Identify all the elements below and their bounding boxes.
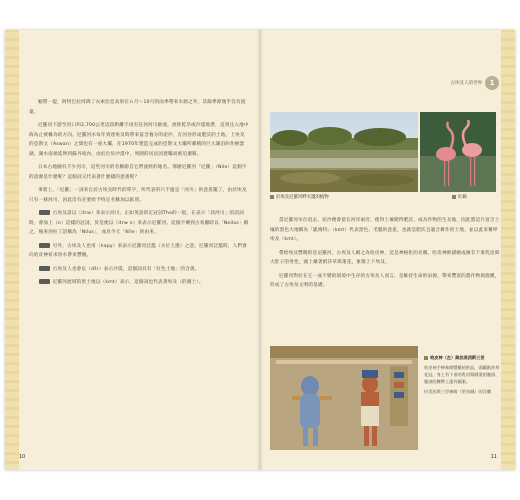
paragraph-text: 古埃及人也會以（dšr）表示沙漠，這個詞具有「紅色土地」的含義。 bbox=[52, 266, 200, 272]
caption-bullet-icon bbox=[424, 356, 428, 360]
relief-caption bbox=[424, 354, 502, 398]
chapter-title: 古埃及人的世界 bbox=[450, 81, 482, 86]
flamingo-photo bbox=[420, 112, 496, 192]
paragraph: 順帶一提，阿特巴拉河降了衣索比亞高原在６月～10月的雨季帶來水源之外，其餘季節幾乎沒有流量。 bbox=[29, 100, 246, 115]
relief-title-text: 哈皮神（左）與拉美西斯三世 bbox=[430, 355, 485, 360]
flamingo-photo-caption bbox=[452, 194, 467, 200]
right-page bbox=[260, 30, 515, 470]
paragraph-text: 尼羅河流域的黑土地以（kmt）表示，這個詞也代表著埃及（的國土）。 bbox=[52, 280, 204, 285]
nile-photo-caption bbox=[270, 194, 329, 200]
caption-text: 於埃及尼羅河畔水邊的植物 bbox=[276, 195, 329, 200]
book-spread bbox=[5, 30, 515, 470]
paragraph-text: 古埃及語以（itrw）來表示河川。正如英語的定冠詞The的一般，在表示「該河川」的語詞時，會加上（n）這樣的冠詞，於是便以（itrw n）來表示尼羅河。這個字傳到古希臘時以「Neilos」稱之，後來到拉丁語稱為「Nilus」，成為今天「Nile」的由來。 bbox=[29, 211, 249, 235]
paragraph-with-hieroglyph bbox=[29, 265, 249, 275]
left-text-column bbox=[29, 98, 249, 292]
relief-image bbox=[270, 346, 418, 450]
paragraph-with-hieroglyph bbox=[29, 278, 249, 288]
flamingo-image bbox=[420, 112, 496, 192]
right-text-column bbox=[270, 216, 502, 295]
paragraph: 日本古地圖有不少河川，這些河川的名稱源自它們流經的地名。那麼尼羅河「尼羅」（Nile）這個字的語源是什麼呢？這個詞又代表著什麼樣的意義呢？ bbox=[29, 165, 247, 180]
paragraph-text: 另外，古埃及人也用（hapy）來表示尼羅河泛濫（水位上漲）之意。尼羅河泛濫時，人們會向哈皮神祈求河水帶來豐饒。 bbox=[29, 243, 247, 258]
caption-bullet-icon bbox=[270, 195, 274, 199]
chapter-header bbox=[451, 76, 500, 90]
hieroglyph-icon bbox=[39, 266, 50, 271]
nile-river-photo bbox=[270, 112, 418, 192]
caption-text: 紅鶴 bbox=[458, 195, 467, 200]
paragraph: 當尼羅河水位退去，泥沙便會留在河岸兩旁，使得土壤變得肥沃，成為作物的生長地，因此將這片富含土壤的黑色大地稱為「凱梅特」（kmt）代表黑色、毛髮的意思，也就是肥沃且適合耕作的土地，並以此來稱呼埃及（kmt）。 bbox=[270, 218, 500, 242]
hapi-relief-photo bbox=[270, 346, 418, 450]
hieroglyph-icon bbox=[39, 279, 50, 284]
hieroglyph-icon bbox=[39, 243, 50, 248]
chapter-number-badge: 1 bbox=[485, 76, 499, 90]
paragraph-with-hieroglyph bbox=[29, 242, 249, 261]
page-number: 11 bbox=[490, 454, 497, 460]
paragraph: 帶給埃及豐饒的是尼羅河，古埃及人稱之為哈皮神，這是神格化的名稱。哈皮神被描繪成擁有下垂乳房與大肚子的男性，頭上戴著紙莎草與蓮花，象徵上下埃及。 bbox=[270, 250, 500, 265]
left-page bbox=[5, 30, 260, 470]
paragraph: 尼羅河對於在它一成不變的環境中生存的古埃及人而言，是維持生命的泉源，帶來豐富的農作物與漁獲，形成了古埃及文明的基礎。 bbox=[270, 273, 500, 288]
caption-bullet-icon bbox=[452, 195, 456, 199]
paragraph-with-hieroglyph bbox=[29, 209, 249, 238]
relief-caption-source: 拉美西斯三世神殿（哈布城）的浮雕 bbox=[424, 389, 492, 394]
paragraph: 尼羅河下游至河口約2,700公里這段距離不再有任何河川匯流，流經乾旱或沙漠地帶，直到注入地中海為止被稱為的方向。尼羅河水每年到達埃及時帶來富含養分的泥沙，在河谷形成肥沃的土地。上埃及的亞斯文（Aswan）之間也有一座大壩，在1970年建造完成的亞斯文大壩所蓄積的巨大湖泊叫作納瑟湖，湖水南端延伸到蘇丹境內，由於位於沙漠中，周圍的居民因建壩而被迫遷移。 bbox=[29, 123, 249, 157]
relief-caption-body: 哈皮神手捧象徵豐饒的供品，頭戴紙莎草花冠，身上有下垂的乳房與圓滾的腹部，腹部的腰帶上還有圖案。 bbox=[424, 365, 500, 384]
nile-landscape-image bbox=[270, 112, 418, 192]
hieroglyph-icon bbox=[39, 210, 50, 215]
relief-caption-title bbox=[424, 354, 502, 361]
decorative-border-left bbox=[5, 30, 19, 470]
decorative-border-right bbox=[501, 30, 515, 470]
paragraph: 事實上，「尼羅」一詞來自於古埃及時代的單字，所代表的只不過是「河川」的意思罷了。由於埃及只有一條河川，因此沒有必要給予特定名稱加以區別。 bbox=[29, 188, 247, 203]
page-number: 10 bbox=[19, 454, 26, 460]
